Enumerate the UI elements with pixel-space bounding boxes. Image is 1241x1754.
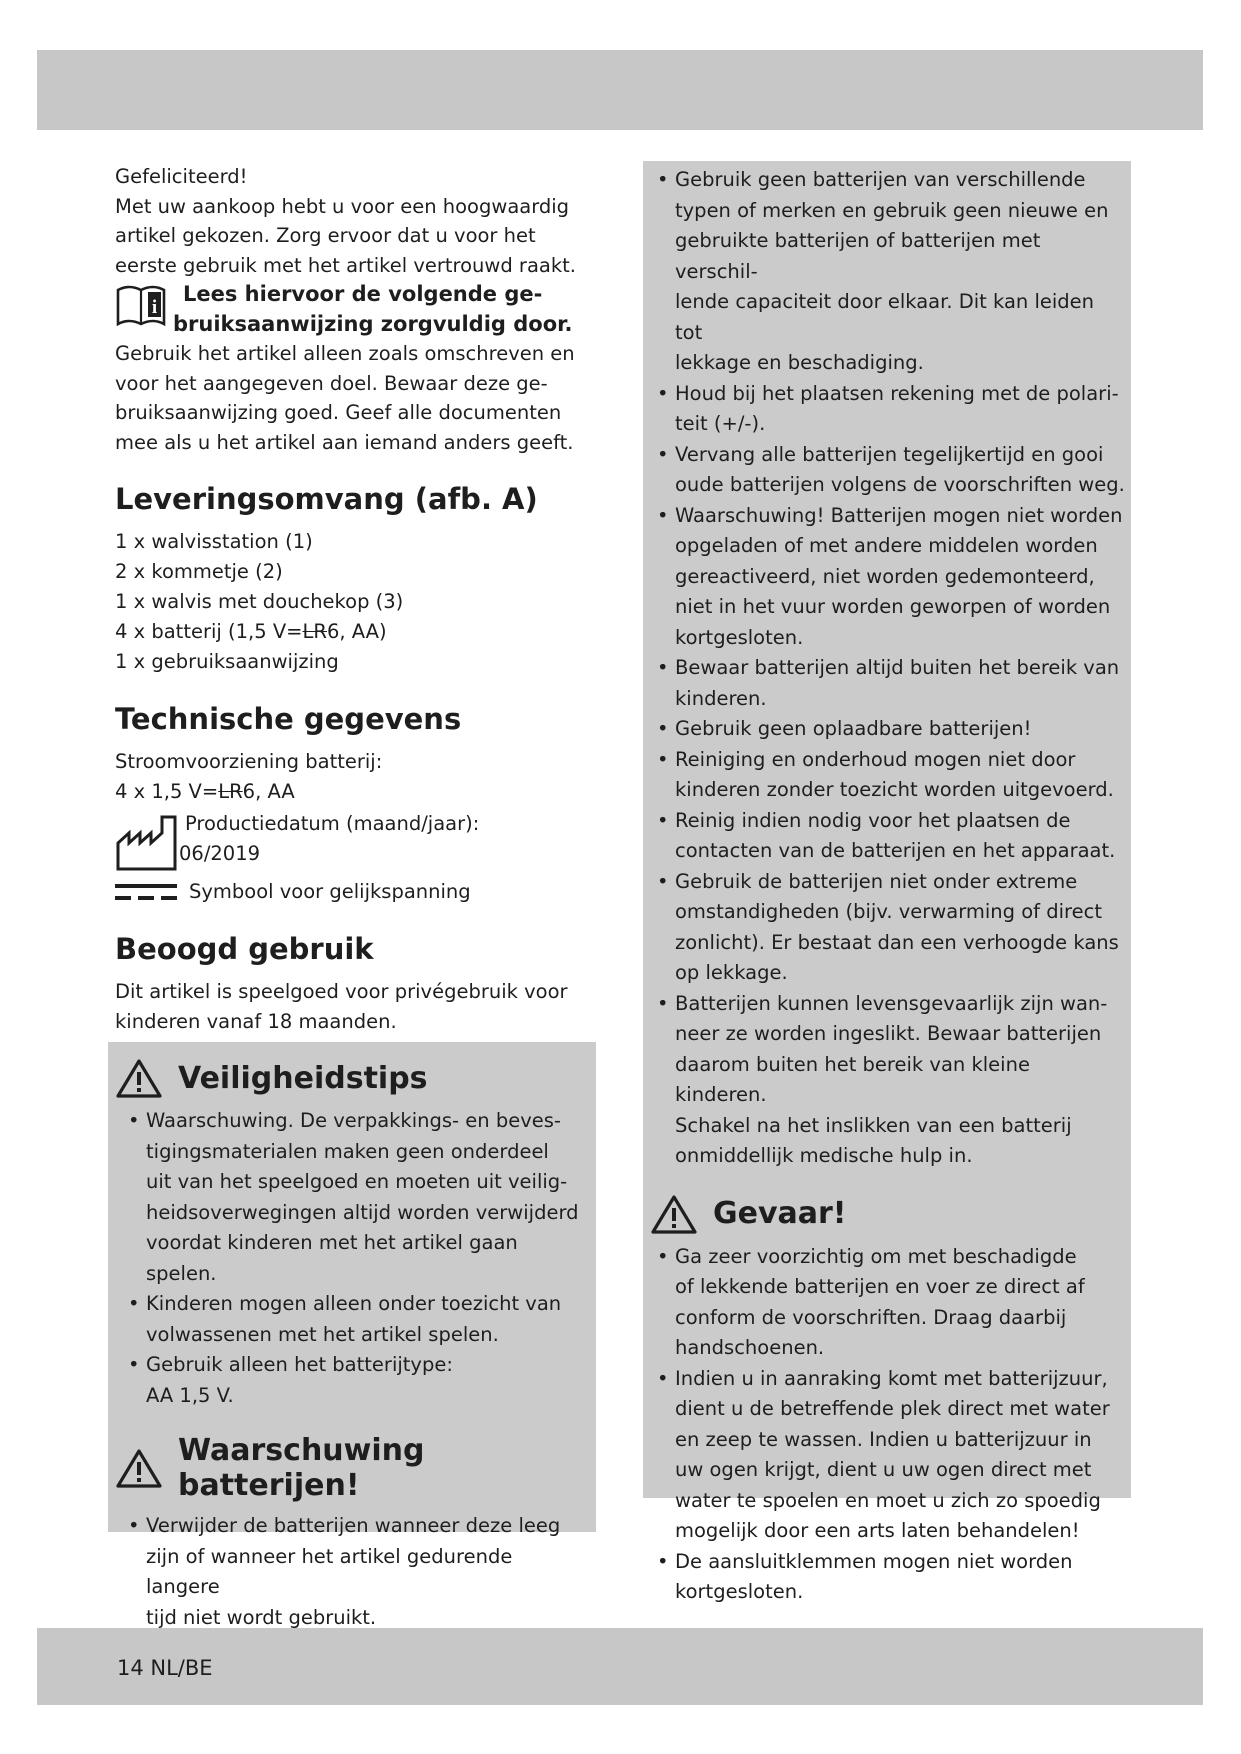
list-item: • Batterijen kunnen levensgevaarlijk zijn wan- neer ze worden ingeslikt. Bewaar batterijen daarom buiten het bereik van kleine kinderen. Schakel na het inslikken van een batterij onmiddellijk medische hulp in. bbox=[645, 989, 1127, 1172]
technical-title: Technische gegevens bbox=[115, 702, 462, 736]
warning-triangle-icon bbox=[116, 1448, 162, 1488]
safety-title: Veiligheidstips bbox=[178, 1060, 428, 1096]
danger-heading bbox=[651, 1194, 1127, 1234]
intro-line: artikel gekozen. Zorg ervoor dat u voor het bbox=[115, 224, 536, 247]
list-item: • Indien u in aanraking komt met batterijzuur, dient u de betreffende plek direct met water en zeep te wassen. Indien u batterijzuur in uw ogen krijgt, dient u uw ogen direct met water te spoelen en moet u zich zo spoedig mogelijk door een arts laten behandelen! bbox=[645, 1364, 1127, 1547]
intro-after-line: Gebruik het artikel alleen zoals omschreven en bbox=[115, 342, 575, 365]
intro-after-line: mee als u het artikel aan iemand anders geeft. bbox=[115, 430, 574, 454]
list-item: • Gebruik de batterijen niet onder extreme omstandigheden (bijv. verwarming of direct zonlicht). Er bestaat dan een verhoogde kans op lekkage. bbox=[645, 867, 1127, 989]
list-item: • Reiniging en onderhoud mogen niet door kinderen zonder toezicht worden uitgevoerd. bbox=[645, 745, 1127, 806]
footer-band bbox=[37, 1628, 1203, 1705]
battery-warning-heading bbox=[116, 1433, 586, 1503]
dc-sign: = bbox=[201, 780, 219, 803]
intended-use-line: Dit artikel is speelgoed voor privégebruik voor bbox=[115, 980, 568, 1003]
intro-after-line: voor het aangegeven doel. Bewaar deze ge- bbox=[115, 371, 548, 395]
list-item: • Gebruik alleen het batterijtype: AA 1,5 V. bbox=[116, 1350, 586, 1411]
intro-after-line: bruiksaanwijzing goed. Geef alle documenten bbox=[115, 401, 562, 424]
power-prefix: 4 x 1,5 V bbox=[115, 780, 202, 803]
power-suffix: 6, AA bbox=[242, 780, 295, 803]
production-label: Productiedatum (maand/jaar): bbox=[185, 812, 480, 835]
list-item: • Bewaar batterijen altijd buiten het bereik van kinderen. bbox=[645, 653, 1127, 714]
warning-triangle-icon bbox=[116, 1058, 162, 1098]
danger-list bbox=[645, 1242, 1127, 1608]
safety-heading bbox=[116, 1058, 586, 1098]
safety-list bbox=[116, 1106, 586, 1411]
battery-suffix: 6, AA) bbox=[326, 620, 387, 643]
dc-sign: = bbox=[286, 620, 303, 643]
list-item: • Waarschuwing! Batterijen mogen niet worden opgeladen of met andere middelen worden gereactiveerd, niet worden gedemonteerd, niet in het vuur worden geworpen of worden kortgesloten. bbox=[645, 501, 1127, 654]
battery-safety-list bbox=[645, 165, 1127, 1172]
battery-warning-title: Waarschuwing batterijen! bbox=[178, 1433, 425, 1503]
dc-voltage-icon bbox=[115, 881, 177, 903]
list-item: • Houd bij het plaatsen rekening met de polari- teit (+/-). bbox=[645, 379, 1127, 440]
delivery-item: 1 x walvisstation (1) bbox=[115, 530, 313, 553]
list-item: • Vervang alle batterijen tegelijkertijd en gooi oude batterijen volgens de voorschriften weg. bbox=[645, 440, 1127, 501]
left-column bbox=[115, 162, 595, 1036]
intro-line: eerste gebruik met het artikel vertrouwd raakt. bbox=[115, 253, 576, 277]
production-date: 06/2019 bbox=[179, 842, 261, 865]
battery-warning-list bbox=[116, 1511, 586, 1633]
power-value bbox=[115, 777, 595, 807]
delivery-item: 1 x walvis met douchekop (3) bbox=[115, 590, 404, 613]
lr-code: LR bbox=[218, 780, 243, 803]
dc-symbol-text: Symbool voor gelijkspanning bbox=[189, 880, 471, 903]
factory-icon bbox=[115, 813, 179, 871]
list-item: • Gebruik geen batterijen van verschillende typen of merken en gebruik geen nieuwe en gebruikte batterijen of batterijen met verschil- lende capaciteit door elkaar. Dit kan leiden tot lekkage en beschadiging. bbox=[645, 165, 1127, 379]
delivery-item: 2 x kommetje (2) bbox=[115, 560, 283, 583]
svg-text:i: i bbox=[151, 297, 158, 318]
list-item: • Kinderen mogen alleen onder toezicht van volwassenen met het artikel spelen. bbox=[116, 1289, 586, 1350]
list-item: • Gebruik geen oplaadbare batterijen! bbox=[645, 714, 1127, 745]
intro-line: Met uw aankoop hebt u voor een hoogwaardig bbox=[115, 194, 570, 218]
list-item: • Ga zeer voorzichtig om met beschadigde of lekkende batterijen en voer ze direct af conform de voorschriften. Draag daarbij handschoenen. bbox=[645, 1242, 1127, 1364]
production-date-row bbox=[115, 809, 595, 871]
list-item: • De aansluitklemmen mogen niet worden kortgesloten. bbox=[645, 1547, 1127, 1608]
intended-use-title: Beoogd gebruik bbox=[115, 932, 374, 966]
info-book-icon bbox=[115, 282, 167, 330]
list-item: • Verwijder de batterijen wanneer deze leeg zijn of wanneer het artikel gedurende langere tijd niet wordt gebruikt. bbox=[116, 1511, 586, 1633]
read-instructions-notice bbox=[115, 280, 595, 339]
dc-symbol-row bbox=[115, 877, 595, 907]
battery-prefix: 4 x batterij (1,5 V bbox=[115, 620, 287, 643]
battery-safety-box bbox=[643, 161, 1131, 1603]
lr-code: LR bbox=[302, 620, 327, 643]
list-item: • Waarschuwing. De verpakkings- en beves- tigingsmaterialen maken geen onderdeel uit van het speelgoed en moeten uit veilig- heidsoverwegingen altijd worden verwijderd voordat kinderen met het artikel gaan spelen. bbox=[116, 1106, 586, 1289]
delivery-title: Leveringsomvang (afb. A) bbox=[115, 482, 538, 516]
power-label: Stroomvoorziening batterij: bbox=[115, 750, 383, 773]
page-label: 14 NL/BE bbox=[117, 1656, 213, 1680]
delivery-item-battery bbox=[115, 617, 595, 647]
notice-line: Lees hiervoor de volgende ge- bbox=[183, 282, 543, 306]
header-band bbox=[37, 50, 1203, 130]
list-item: • Reinig indien nodig voor het plaatsen de contacten van de batterijen en het apparaat. bbox=[645, 806, 1127, 867]
danger-title: Gevaar! bbox=[713, 1196, 847, 1231]
delivery-item: 1 x gebruiksaanwijzing bbox=[115, 650, 339, 673]
notice-line: bruiksaanwijzing zorgvuldig door. bbox=[173, 311, 573, 336]
intro-congrats: Gefeliciteerd! bbox=[115, 165, 248, 188]
warning-triangle-icon bbox=[651, 1194, 697, 1234]
intended-use-line: kinderen vanaf 18 maanden. bbox=[115, 1009, 397, 1033]
safety-box bbox=[108, 1042, 596, 1629]
